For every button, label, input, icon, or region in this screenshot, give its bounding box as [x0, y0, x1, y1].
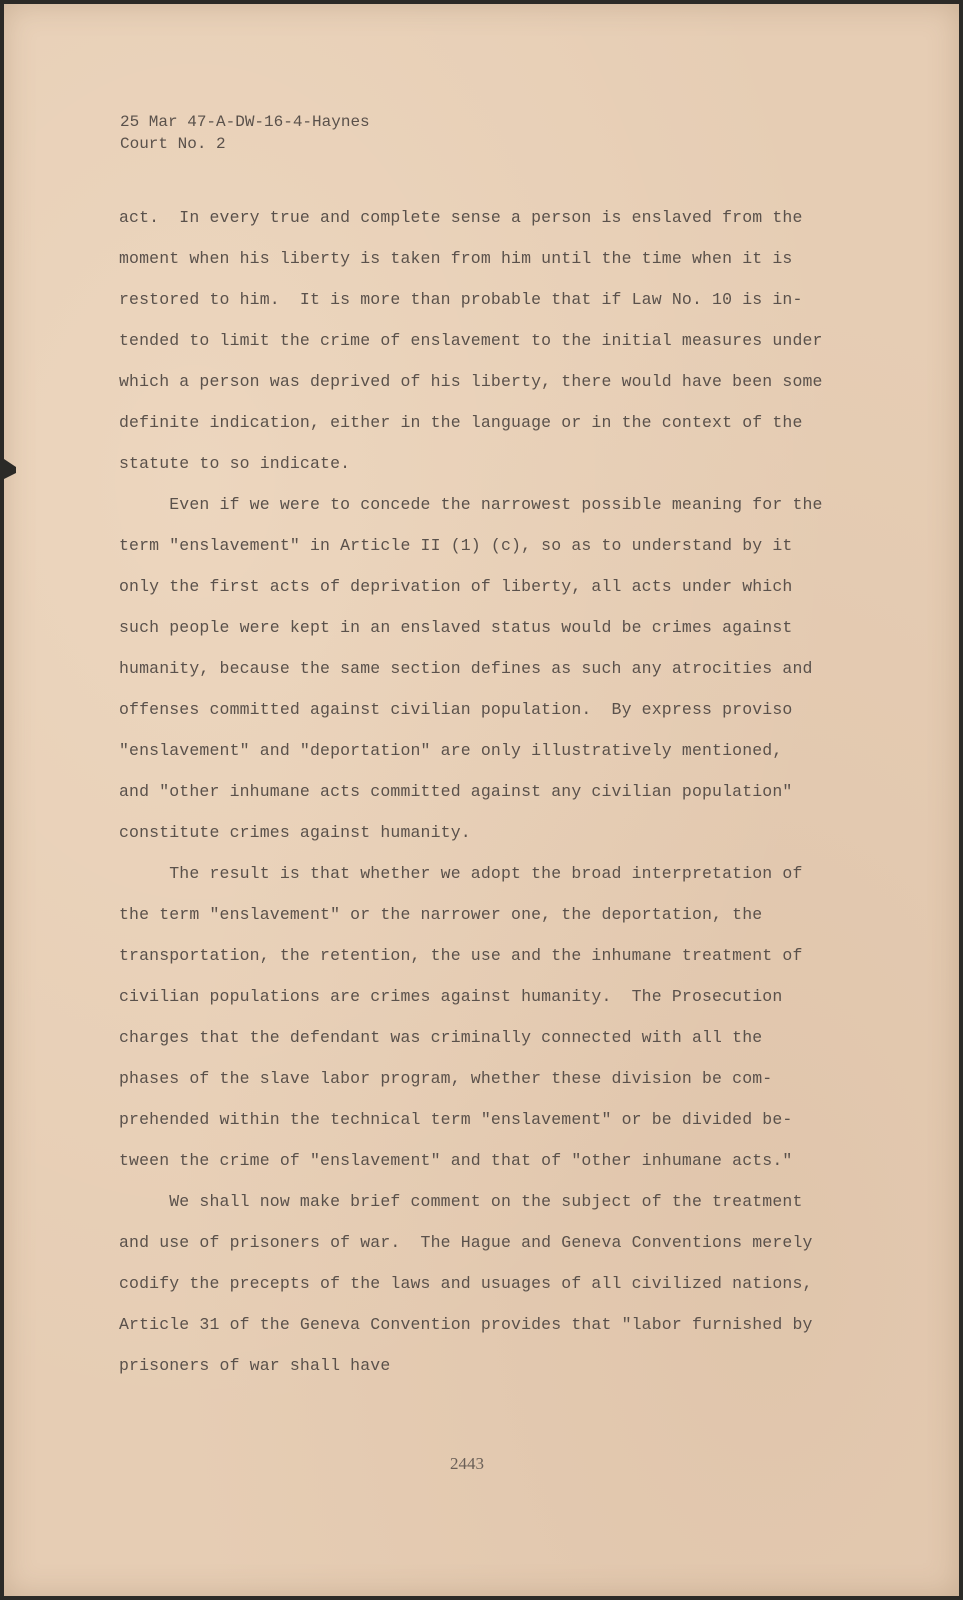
text-line: "enslavement" and "deportation" are only illustratively mentioned,: [119, 741, 783, 760]
text-line: statute to so indicate.: [119, 454, 351, 473]
text-line: phases of the slave labor program, whether these division be com-: [119, 1069, 773, 1088]
text-line: tended to limit the crime of enslavement to the initial measures under: [119, 331, 823, 350]
text-line: Article 31 of the Geneva Convention provides that "labor furnished by: [119, 1315, 813, 1334]
page-edge-mark: [4, 459, 16, 479]
text-line: and "other inhumane acts committed against any civilian population": [119, 782, 793, 801]
text-line: act. In every true and complete sense a person is enslaved from the: [119, 208, 803, 227]
text-line: moment when his liberty is taken from him until the time when it is: [119, 249, 793, 268]
document-header: [120, 111, 370, 155]
text-line: prehended within the technical term "enslavement" or be divided be-: [119, 1110, 793, 1129]
document-page: [4, 4, 959, 1596]
text-line: the term "enslavement" or the narrower one, the deportation, the: [119, 905, 763, 924]
header-court: Court No. 2: [120, 135, 226, 153]
text-line: The result is that whether we adopt the broad interpretation of: [119, 864, 803, 883]
text-line: only the first acts of deprivation of liberty, all acts under which: [119, 577, 793, 596]
text-line: such people were kept in an enslaved status would be crimes against: [119, 618, 793, 637]
page-number: 2443: [450, 1454, 484, 1473]
text-line: humanity, because the same section defines as such any atrocities and: [119, 659, 813, 678]
text-line: transportation, the retention, the use and the inhumane treatment of: [119, 946, 803, 965]
text-line: restored to him. It is more than probable that if Law No. 10 is in-: [119, 290, 803, 309]
text-line: offenses committed against civilian population. By express proviso: [119, 700, 793, 719]
text-line: constitute crimes against humanity.: [119, 823, 471, 842]
text-line: and use of prisoners of war. The Hague and Geneva Conventions merely: [119, 1233, 813, 1252]
text-line: codify the precepts of the laws and usuages of all civilized nations,: [119, 1274, 813, 1293]
text-line: tween the crime of "enslavement" and that of "other inhumane acts.": [119, 1151, 793, 1170]
text-line: definite indication, either in the language or in the context of the: [119, 413, 803, 432]
text-line: Even if we were to concede the narrowest possible meaning for the: [119, 495, 823, 514]
header-reference: 25 Mar 47-A-DW-16-4-Haynes: [120, 113, 370, 131]
text-line: which a person was deprived of his liberty, there would have been some: [119, 372, 823, 391]
text-line: term "enslavement" in Article II (1) (c), so as to understand by it: [119, 536, 793, 555]
text-line: charges that the defendant was criminally connected with all the: [119, 1028, 763, 1047]
text-line: prisoners of war shall have: [119, 1356, 391, 1375]
text-line: civilian populations are crimes against humanity. The Prosecution: [119, 987, 783, 1006]
text-line: We shall now make brief comment on the subject of the treatment: [119, 1192, 803, 1211]
